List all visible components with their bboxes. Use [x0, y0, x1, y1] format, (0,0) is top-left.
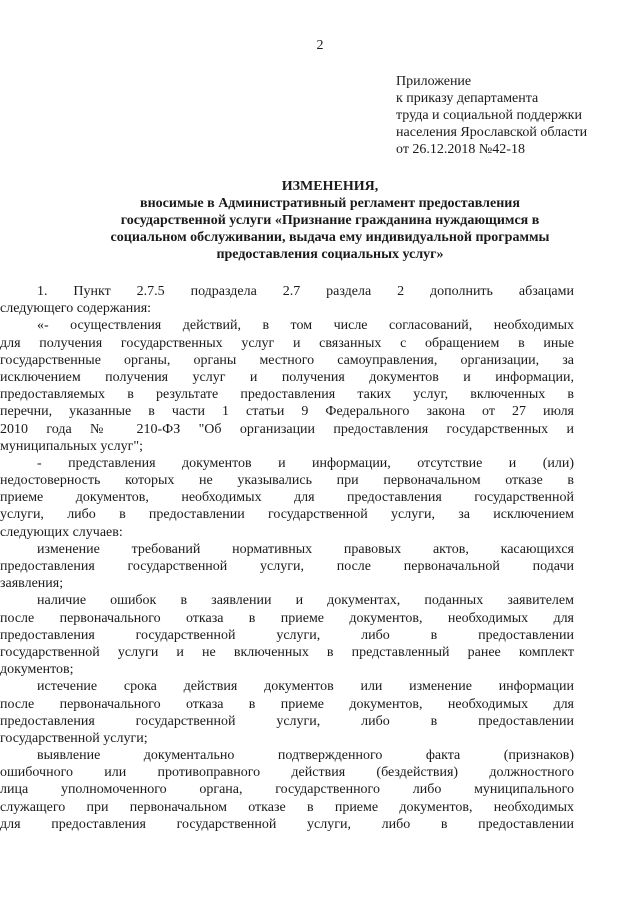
- body-line: для получения государственных услуг и связанных с обращением в иные: [0, 335, 574, 351]
- body-line: государственной услуги;: [0, 730, 148, 746]
- body-line: лица уполномоченного органа, государственного либо муниципального: [0, 782, 574, 798]
- body-line: недостоверность которых не указывались при первоначальном отказе в: [0, 473, 574, 489]
- body-line: 1. Пункт 2.7.5 подраздела 2.7 раздела 2 дополнить абзацами: [37, 284, 574, 299]
- body-line: «- осуществления действий, в том числе согласований, необходимых: [37, 318, 574, 334]
- body-line: документов;: [0, 662, 74, 678]
- body-line: следующих случаев:: [0, 524, 123, 540]
- body-line: - представления документов и информации, отсутствие и (или): [37, 455, 574, 471]
- appendix-line: населения Ярославской области: [396, 125, 588, 140]
- body-line: услуги, либо в предоставлении государственной услуги, за исключением: [0, 507, 574, 523]
- body-line: перечни, указанные в части 1 статьи 9 Федерального закона от 27 июля: [0, 404, 574, 420]
- body-line: предоставления государственной услуги, либо в предоставлении: [0, 713, 574, 729]
- appendix-line: к приказу департамента: [396, 91, 539, 106]
- body-line: выявление документально подтвержденного факта (признаков): [37, 748, 574, 764]
- body-line: предоставляемых в результате предоставления таких услуг, включенных в: [0, 387, 574, 403]
- page-number: 2: [316, 38, 324, 53]
- body-line: истечение срока действия документов или изменение информации: [37, 679, 574, 695]
- body-line: заявления;: [0, 576, 64, 592]
- body-line: муниципальных услуг";: [0, 438, 143, 454]
- body-line: после первоначального отказа в приеме документов, необходимых для: [0, 610, 574, 626]
- body-line: 2010 года № 210-ФЗ "Об организации предоставления государственных и: [0, 421, 574, 437]
- appendix-line: от 26.12.2018 №42-18: [396, 142, 525, 157]
- body-line: приеме документов, необходимых для предоставления государственной: [0, 490, 574, 506]
- body-line: исключением получения услуг и получения документов и информации,: [0, 369, 574, 385]
- body-line: предоставления государственной услуги, после первоначальной подачи: [0, 559, 574, 574]
- body-line: государственные органы, органы местного самоуправления, организации, за: [0, 352, 574, 368]
- title-heading: ИЗМЕНЕНИЯ,: [281, 179, 379, 194]
- appendix-header: [396, 73, 587, 158]
- document-title: [60, 178, 600, 263]
- title-line: социальном обслуживании, выдача ему индивидуальной программы: [110, 230, 550, 245]
- body-line: изменение требований нормативных правовых актов, касающихся: [37, 541, 574, 557]
- body-line: наличие ошибок в заявлении и документах, поданных заявителем: [37, 593, 574, 609]
- body-line: после первоначального отказа в приеме документов, необходимых для: [0, 696, 574, 712]
- title-line: государственной услуги «Признание гражданина нуждающимся в: [120, 213, 540, 228]
- appendix-line: труда и социальной поддержки: [396, 108, 582, 123]
- body-line: государственной услуги и не включенных в представленный ранее комплект: [0, 644, 574, 660]
- title-line: вносимые в Административный регламент предоставления: [140, 196, 520, 211]
- body-line: для предоставления государственной услуги, либо в предоставлении: [0, 816, 574, 832]
- appendix-line: Приложение: [396, 74, 472, 89]
- body-line: служащего при первоначальном отказе в приеме документов, необходимых: [0, 799, 574, 815]
- body-line: предоставления государственной услуги, либо в предоставлении: [0, 627, 574, 643]
- body-line: следующего содержания:: [0, 301, 152, 317]
- body-line: ошибочного или противоправного действия (бездействия) должностного: [0, 765, 574, 781]
- title-line: предоставления социальных услуг»: [216, 247, 444, 262]
- document-body: [0, 283, 607, 833]
